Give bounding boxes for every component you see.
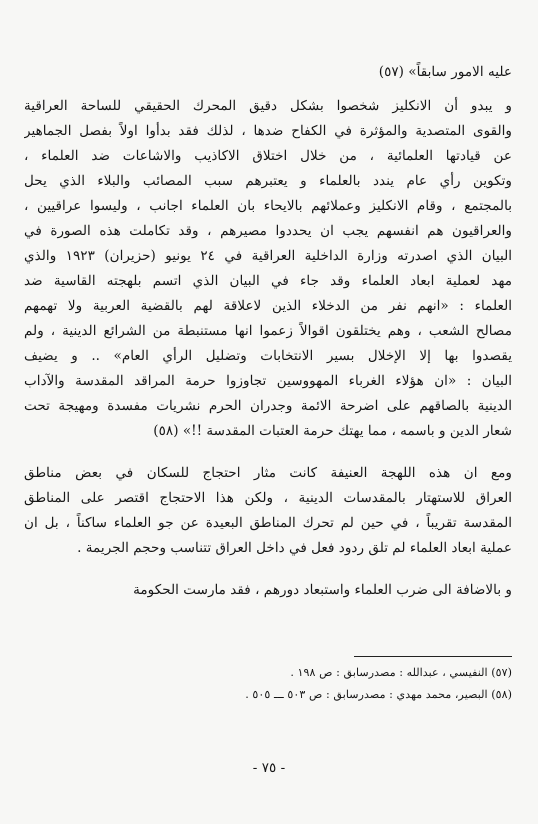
text-line: العراق للاستهتار بالمقدسات الدينية ، ولكن هذا الاحتجاج اقتصر على المناطق [24,490,512,506]
text-line: ومع ان هذه اللهجة العنيفة كانت مثار احتجاج للسكان في بعض مناطق [24,465,512,481]
text-line: العلماء : «انهم نفر من الدخلاء الذين لاعلاقة لهم بالقضية العربية ولا تهمهم [24,298,512,314]
text-line: والقوى المتصدية والمؤثرة في الكفاح ضدها ، لذلك فقد بدأوا اولاً بفصل الجماهير [24,123,512,139]
text-line: مهد لعملية ابعاد العلماء وقد جاء في البيان الذي اتسم بلهجته القاسية ضد [24,273,512,289]
footnote-divider [354,656,512,657]
text-line: وتكوين رأي عام يندد بالعلماء و يعتبرهم سبب المصائب والبلاء الذي يحل [24,173,512,189]
footnote-57: (٥٧) النفيسي ، عبدالله : مصدرسابق : ص ١٩٨ . [290,666,512,679]
text-line: مصالح الشعب ، وهم يختلقون اقوالاً زعموا انها مستنبطة من الشرائع الدينية ، ولم [24,323,512,339]
text-line: و يبدو أن الانكليز شخصوا بشكل دقيق المحرك الحقيقي للساحة العراقية [24,98,512,114]
text-line: والعراقيون هم انفسهم يجب ان يحددوا مصيرهم ، وقد تكاملت هذه الصورة في [24,223,512,239]
text-line: عن قيادتها العلمائية ، من خلال اختلاق الاكاذيب والاشاعات ضد العلماء ، [24,148,512,164]
text-line: الدينية بالصاقهم على اضرحة الائمة وجدران الحرم نشريات مفسدة ومهيجة تحت [24,398,512,414]
text-line: و بالاضافة الى ضرب العلماء واستبعاد دورهم ، فقد مارست الحكومة [133,582,512,598]
footnote-58: (٥٨) البصير، محمد مهدي : مصدرسابق : ص ٥٠٣ ـــ ٥٠٥ . [245,688,512,701]
page-number: - ٧٥ - [252,760,286,776]
text-line: بالمجتمع ، وقام الانكليز وعملائهم بالايحاء بان العلماء اجانب ، وليسوا عراقيين ، [24,198,512,214]
text-line: عليه الامور سابقاً» (٥٧) [378,64,512,80]
text-line: البيان الذي اصدرته وزارة الداخلية العراقية في ٢٤ يونيو (حزيران) ١٩٢٣ والذي [24,248,512,264]
text-line: المقدسة تقريباً ، في حين لم تحرك المناطق البعيدة عن جو العلماء ساكناً ، بل ان [24,515,512,531]
text-line: البيان : «ان هؤلاء الغرباء المهووسين تجاوزوا حرمة المراقد المقدسة والآداب [24,373,512,389]
text-line: عملية ابعاد العلماء لم تلق ردود فعل في داخل العراق تتناسب وحجم الجريمة . [77,540,512,556]
text-line: شعار الدين و باسمه ، مما يهتك حرمة العتبات المقدسة !!» (٥٨) [153,423,512,439]
text-line: يقصدوا بها إلا الإخلال بسير الانتخابات وتضليل الرأي العام» .. و يضيف [24,348,512,364]
